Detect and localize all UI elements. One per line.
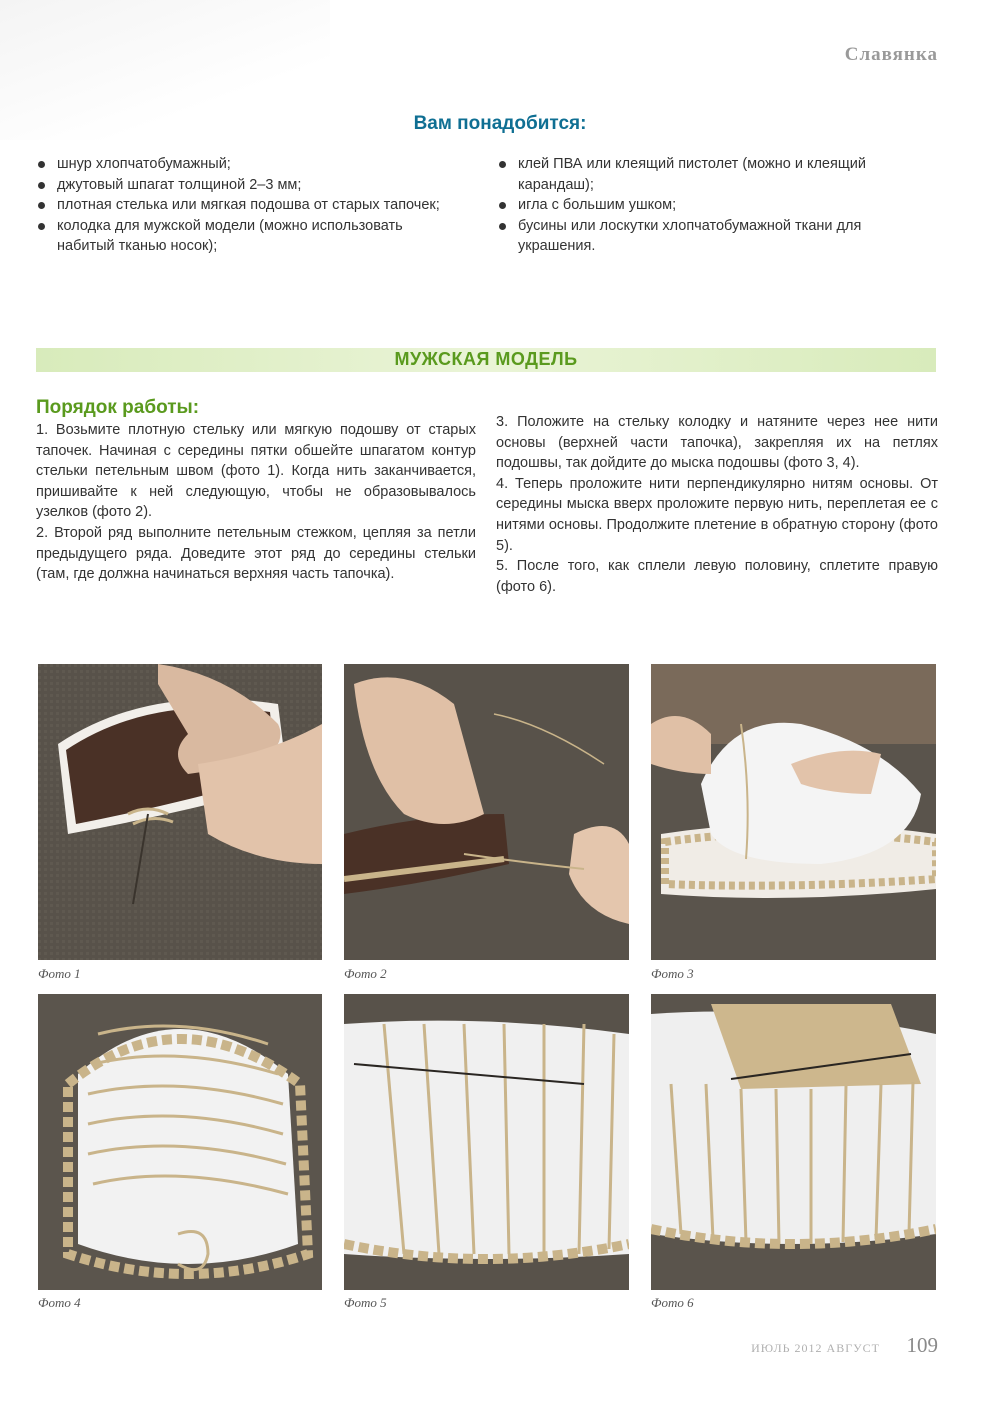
materials-item: плотная стелька или мягкая подошва от старых тапочек; [36,195,456,216]
procedure-title: Порядок работы: [36,397,200,418]
procedure-step: 1. Возьмите плотную стельку или мягкую подошву от старых тапочек. Начиная с середины пятки обшейте шпагатом контур стельки петельным швом (фото 1). Когда нить заканчивается, пришивайте к ней следующую, чтобы не образовывалось узелков (фото 2). [36,422,476,521]
page-number: 109 [906,1333,938,1357]
materials-list-right [497,154,937,257]
photo-4 [38,994,322,1290]
materials-item: игла с большим ушком; [497,195,937,216]
photo-caption: Фото 3 [651,966,694,981]
procedure-step: 2. Второй ряд выполните петельным стежком, цепляя за петли предыдущего ряда. Доведите этот ряд до середины стельки (там, где должна начинаться верхняя часть тапочка). [36,524,476,583]
footer-issue: ИЮЛЬ 2012 АВГУСТ [751,1341,880,1355]
section-title: МУЖСКАЯ МОДЕЛЬ [394,349,578,369]
materials-title: Вам понадобится: [413,113,587,134]
materials-item: бусины или лоскутки хлопчатобумажной ткани для украшения. [497,216,937,257]
materials-item: колодка для мужской модели (можно использовать набитый тканью носок); [36,216,456,257]
photo-caption: Фото 4 [38,1295,81,1310]
procedure-step: 5. После того, как сплели левую половину, сплетите правую (фото 6). [496,558,938,595]
materials-item: джутовый шпагат толщиной 2–3 мм; [36,175,456,196]
photo-caption: Фото 1 [38,966,81,981]
materials-list-left [36,154,456,257]
procedure-step: 3. Положите на стельку колодку и натяните через нее нити основы (верхней части тапочка), закрепляя их на петлях подошвы, так дойдите до мыска подошвы (фото 3, 4). [496,414,938,472]
materials-item: клей ПВА или клеящий пистолет (можно и клеящий карандаш); [497,154,937,195]
magazine-brand: Славянка [844,44,938,65]
procedure-column-left [36,420,476,585]
photo-1 [38,664,322,960]
photo-3 [651,664,936,960]
photo-caption: Фото 2 [344,966,387,981]
materials-item: шнур хлопчатобумажный; [36,154,456,175]
photo-caption: Фото 6 [651,1295,694,1310]
procedure-step: 4. Теперь проложите нити перпендикулярно нитям основы. От середины мыска вверх проложите первую нить, переплетая ее с нитями основы. Продолжите плетение в обратную сторону (фото 5). [496,475,938,554]
procedure-column-right [496,412,938,597]
photo-6 [651,994,936,1290]
photo-5 [344,994,629,1290]
photo-caption: Фото 5 [344,1295,387,1310]
photo-2 [344,664,629,960]
